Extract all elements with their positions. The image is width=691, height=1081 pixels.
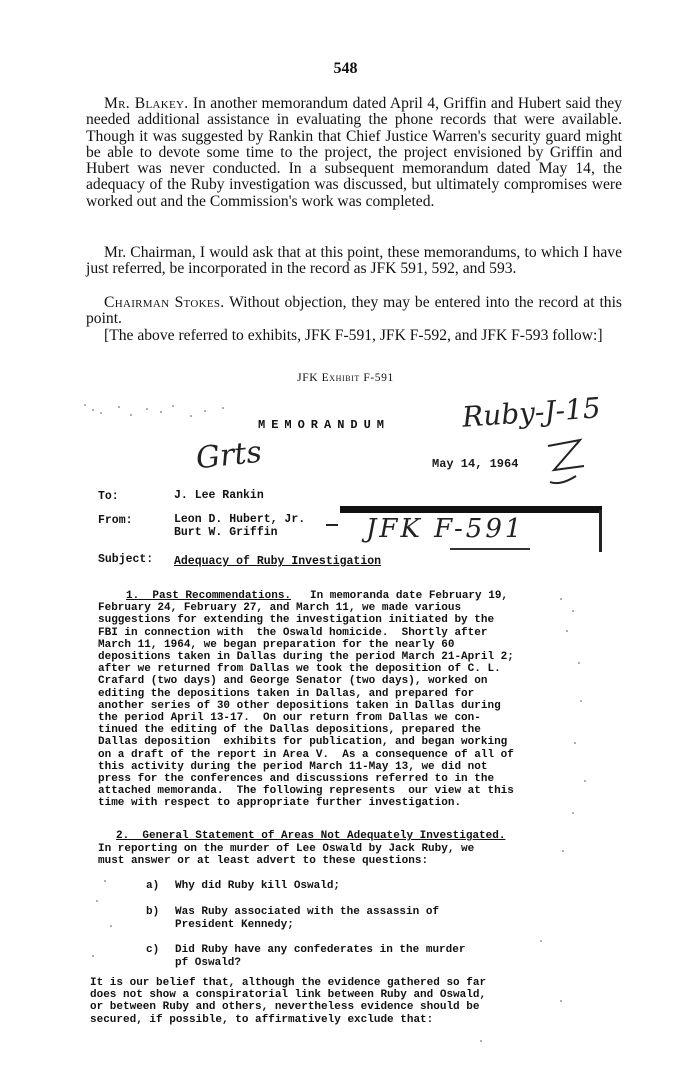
page-number: 548	[333, 60, 358, 77]
question-c-letter: c)	[146, 944, 160, 956]
section-1-line: depositions taken in Dallas during the period March 21-April 2;	[98, 651, 514, 664]
section-1-line: Dallas deposition exhibits for publication, and began working	[98, 736, 508, 749]
handwritten-scribble	[540, 436, 600, 496]
section-1-line: suggestions for extending the investigation initiated by the	[98, 614, 495, 627]
section-1-line: after we returned from Dallas we took the deposition of C. L.	[98, 663, 501, 676]
testimony-paragraph-1	[86, 96, 622, 210]
section-1-line: press for the conferences and discussions referred to in the	[98, 773, 495, 786]
section-1-line: the period April 13-17. On our return from Dallas we con-	[98, 712, 481, 725]
handwritten-annotation-left: Grts	[194, 434, 264, 477]
question-a-text: Why did Ruby kill Oswald;	[175, 880, 341, 892]
memo-from-value-1: Leon D. Hubert, Jr.	[174, 513, 306, 526]
memo-heading: MEMORANDUM	[258, 418, 391, 432]
section-1-line: In memoranda date February 19,	[310, 590, 509, 602]
speaker-blakey: Mr. Blakey.	[104, 95, 189, 112]
exhibit-stamp	[340, 506, 602, 552]
memo-section-2-text: In reporting on the murder of Lee Oswald by Jack Ruby, we must answer or at least advert to these questions:	[98, 843, 475, 868]
question-a-letter: a)	[146, 880, 160, 892]
question-c-text: Did Ruby have any confederates in the murder pf Oswald?	[175, 944, 466, 969]
memo-section-1-body	[98, 590, 578, 810]
question-b-text: Was Ruby associated with the assassin of President Kennedy;	[175, 906, 440, 931]
section-1-line: on a draft of the report in Area V. As a consequence of all of	[98, 748, 514, 761]
memo-from-label: From:	[98, 514, 133, 527]
section-1-lead: 1. Past Recommendations.	[126, 590, 292, 602]
section-1-line: March 11, 1964, we began preparation for the nearly 60	[98, 638, 455, 651]
paragraph-text: In another memorandum dated April 4, Griffin and Hubert said they needed additional assistance in evaluating the phone records that were available. Though it was suggested by Rankin that Chief Justice Warren's security guard might be able to devote some time to the project, the project envisioned by Griffin and Hubert was never conducted. In a subsequent memorandum dated May 14, the adequacy of the Ruby investigation was discussed, but ultimately compromises were worked out and the Commission's work was completed.	[86, 95, 622, 210]
section-1-line: attached memoranda. The following represents our view at this	[98, 785, 514, 798]
memo-to-label: To:	[98, 490, 119, 503]
section-2-lead: 2. General Statement of Areas Not Adequately Investigated.	[116, 830, 506, 842]
memo-from-value-2: Burt W. Griffin	[174, 526, 278, 539]
memo-section-2-lead	[98, 830, 578, 842]
speaker-stokes: Chairman Stokes.	[104, 294, 225, 311]
section-1-line: this activity during the period March 11-May 13, we did not	[98, 760, 488, 773]
question-b-letter: b)	[146, 906, 160, 918]
memo-subject-label: Subject:	[98, 553, 154, 566]
section-1-line: tinued the editing of the Dallas depositions, prepared the	[98, 724, 481, 737]
testimony-paragraph-2: Mr. Chairman, I would ask that at this point, these memorandums, to which I have just referred, be incorporated in the record as JFK 591, 592, and 593.	[86, 244, 622, 278]
memo-date: May 14, 1964	[432, 457, 519, 471]
memo-closing-text: It is our belief that, although the evidence gathered so far does not show a conspiratorial link between Ruby and Oswald, or between Ruby and others, nevertheless evidence should be secured, if possible, to affirmatively exclude that:	[90, 977, 487, 1026]
stamp-text: JFK F-591	[366, 514, 525, 544]
exhibit-caption: JFK Exhibit F-591	[297, 372, 394, 384]
memo-subject-value: Adequacy of Ruby Investigation	[174, 555, 382, 568]
section-1-line: editing the depositions taken in Dallas, and prepared for	[98, 687, 475, 700]
testimony-paragraph-4: [The above referred to exhibits, JFK F-591, JFK F-592, and JFK F-593 follow:]	[104, 327, 603, 344]
handwritten-annotation-top-right: Ruby-J-15	[461, 391, 602, 434]
section-1-line: FBI in connection with the Oswald homicide. Shortly after	[98, 626, 488, 639]
memo-to-value: J. Lee Rankin	[174, 489, 264, 502]
section-1-line: another series of 30 other depositions taken in Dallas during	[98, 699, 501, 712]
section-1-line: February 24, February 27, and March 11, we made various	[98, 602, 462, 615]
section-1-line: Crafard (two days) and George Senator (two days), worked on	[98, 675, 488, 688]
section-1-line: time with respect to appropriate further investigation.	[98, 797, 462, 810]
paragraph-text: Without objection, they may be entered into the record at this point.	[86, 294, 622, 328]
testimony-paragraph-3	[86, 295, 622, 328]
